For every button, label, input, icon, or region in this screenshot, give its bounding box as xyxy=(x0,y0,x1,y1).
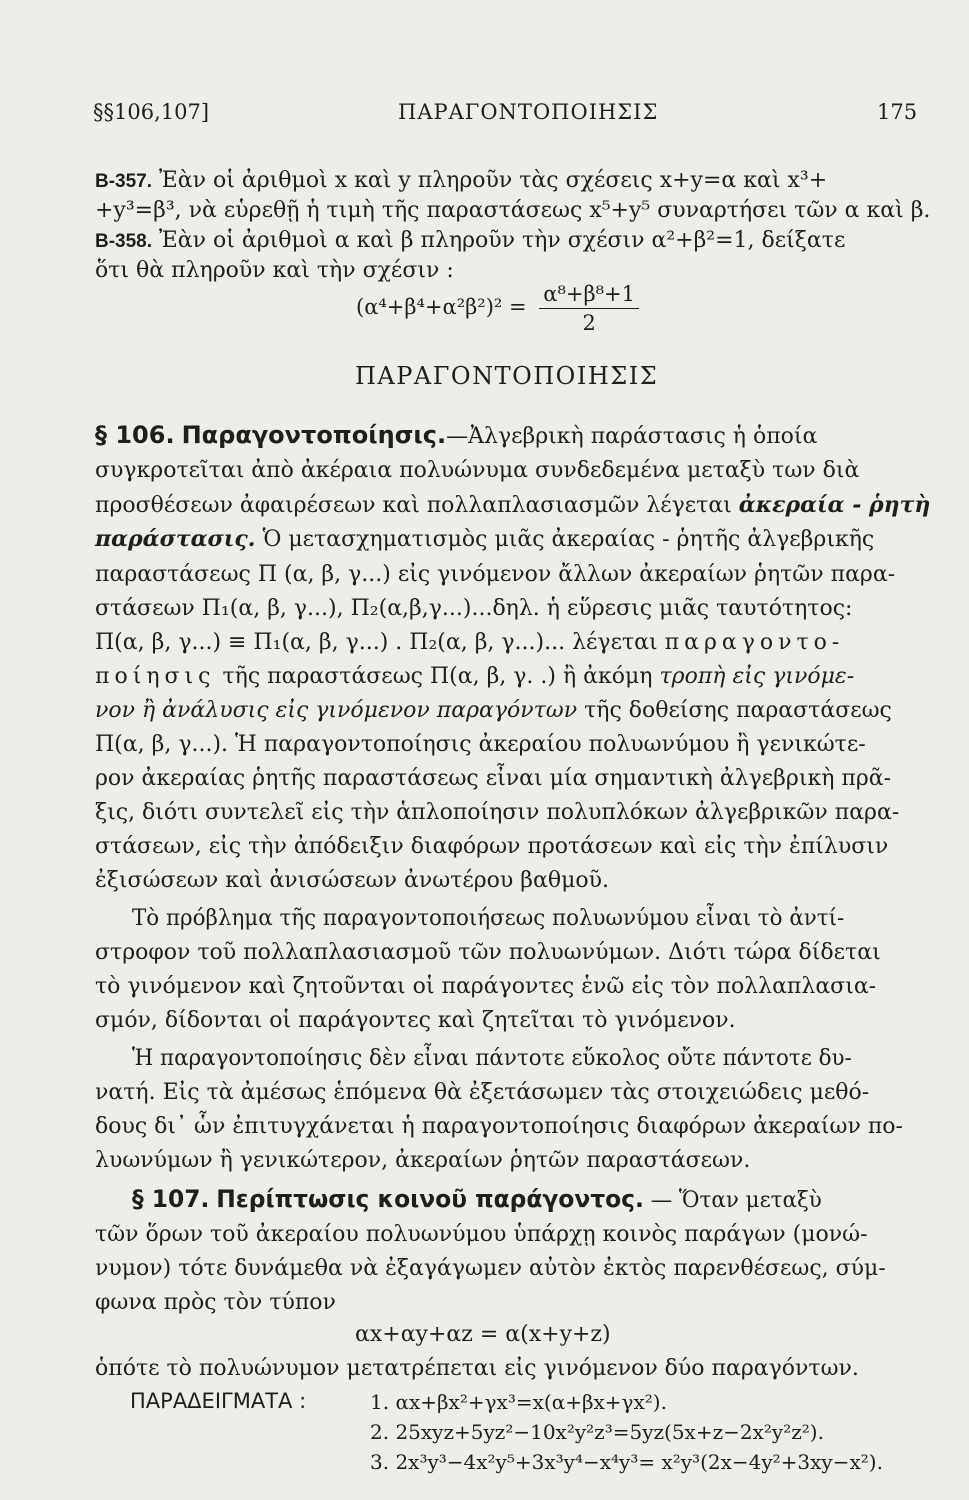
s106-line: λυωνύμων ἢ γενικώτερον, ἀκεραίων ῥητῶν παραστάσεων. xyxy=(95,1148,751,1173)
s107-line: τῶν ὅρων τοῦ ἀκεραίου πολυωνύμου ὑπάρχῃ κοινὸς παράγων (μονώ- xyxy=(95,1222,868,1247)
exercise-id: B-358. xyxy=(95,231,153,252)
s106-heading-line xyxy=(95,420,915,452)
s106-term-factorization-end: ποίησις xyxy=(95,664,216,689)
formula-fraction xyxy=(539,282,639,335)
s106-text: Ὁ μετασχηματισμὸς μιᾶς ἀκεραίας - ῥητῆς ἀλγεβρικῆς xyxy=(255,527,875,552)
s106-line xyxy=(95,662,915,692)
s106-line: στάσεων Π₁(α, β, γ...), Π₂(α,β,γ...)...δηλ. ἡ εὕρεσις μιᾶς ταυτότητος: xyxy=(95,596,853,621)
example-item: 1. αx+βx²+γx³=x(α+βx+γx²). xyxy=(370,1390,667,1414)
s106-term-factorization: παραγοντο- xyxy=(664,630,845,655)
s106-heading: Παραγοντοποίησις. xyxy=(181,421,447,449)
s106-line: στροφον τοῦ πολλαπλασιασμοῦ τῶν πολυωνύμων. Διότι τώρα δίδεται xyxy=(95,940,881,965)
s106-term-expression: παράστασις. xyxy=(95,526,256,552)
s106-paragraph-start: Ἡ παραγοντοποίησις δὲν εἶναι πάντοτε εὔκολος οὔτε πάντοτε δυ- xyxy=(132,1046,852,1071)
s106-line: ρον ἀκεραίας ῥητῆς παραστάσεως εἶναι μία σημαντικὴ ἀλγεβρικὴ πρᾶ- xyxy=(95,766,892,791)
exercise-b358-formula xyxy=(356,282,639,335)
s106-line xyxy=(95,696,915,726)
s106-text: Π(α, β, γ...) ≡ Π₁(α, β, γ...) . Π₂(α, β, γ...)... λέγεται xyxy=(95,630,658,655)
page-number: 175 xyxy=(877,100,918,124)
exercise-id: B-357. xyxy=(95,171,153,192)
s106-number: § 106. xyxy=(95,421,175,449)
s106-line xyxy=(95,628,915,658)
s107-line: ὁπότε τὸ πολυώνυμον μετατρέπεται εἰς γινόμενον δύο παραγόντων. xyxy=(95,1356,859,1381)
exercise-text: ὅτι θὰ πληροῦν καὶ τὴν σχέσιν : xyxy=(95,258,454,283)
s106-line xyxy=(95,490,931,521)
s106-line: ξις, διότι συντελεῖ εἰς τὴν ἁπλοποίησιν πολυπλόκων ἀλγεβρικῶν παρα- xyxy=(95,800,900,825)
s107-text: — Ὅταν μεταξὺ xyxy=(643,1188,822,1213)
s106-term-analysis: νον ἢ ἀνάλυσις εἰς γινόμενον παραγόντων xyxy=(95,698,578,723)
s106-text: προσθέσεων ἀφαιρέσεων καὶ πολλαπλασιασμῶν λέγεται xyxy=(95,493,732,518)
s106-line: νατή. Εἰς τὰ ἀμέσως ἑπόμενα θὰ ἐξετάσωμεν τὰς στοιχειώδεις μεθό- xyxy=(95,1080,870,1105)
s106-line: στάσεων, εἰς τὴν ἀπόδειξιν διαφόρων προτάσεων καὶ εἰς τὴν ἐπίλυσιν xyxy=(95,834,889,859)
s106-term-conversion: τροπὴ εἰς γινόμε- xyxy=(659,664,855,689)
s106-text: τῆς δοθείσης παραστάσεως xyxy=(577,698,892,723)
exercise-text: Ἐὰν οἱ ἀριθμοὶ α καὶ β πληροῦν τὴν σχέσιν α²+β²=1, δείξατε xyxy=(159,228,846,253)
exercise-b358-line1 xyxy=(95,226,915,257)
s107-heading-line xyxy=(132,1184,930,1216)
s106-line: παραστάσεως Π (α, β, γ...) εἰς γινόμενον ἄλλων ἀκεραίων ῥητῶν παρα- xyxy=(95,562,896,587)
s106-line: δους δι᾿ ὧν ἐπιτυγχάνεται ἡ παραγοντοποίησις διαφόρων ἀκεραίων πο- xyxy=(95,1114,903,1139)
example-item: 2. 25xyz+5yz²−10x²y²z³=5yz(5x+z−2x²y²z²). xyxy=(370,1420,824,1444)
s106-line xyxy=(95,524,915,555)
s106-line: συγκροτεῖται ἀπὸ ἀκέραια πολυώνυμα συνδεδεμένα μεταξὺ των διὰ xyxy=(95,458,860,483)
exercise-text: +y³=β³, νὰ εὑρεθῇ ἡ τιμὴ τῆς παραστάσεως x⁵+y⁵ συναρτήσει τῶν α καὶ β. xyxy=(95,198,931,223)
s107-line: φωνα πρὸς τὸν τύπον xyxy=(95,1290,336,1315)
formula-denominator: 2 xyxy=(582,311,596,335)
s106-text: τῆς παραστάσεως Π(α, β, γ. .) ἢ ἀκόμη xyxy=(215,664,660,689)
header-section-ref: §§106,107] xyxy=(93,100,210,124)
s106-term-integral-rational: ἀκεραία - ῥητὴ xyxy=(738,492,931,518)
formula-numerator: α⁸+β⁸+1 xyxy=(539,282,639,309)
header-chapter-title: ΠΑΡΑΓΟΝΤΟΠΟΙΗΣΙΣ xyxy=(398,100,659,124)
s107-number: § 107. xyxy=(132,1185,210,1213)
examples-label: ΠΑΡΑΔΕΙΓΜΑΤΑ : xyxy=(130,1389,307,1413)
section-title: ΠΑΡΑΓΟΝΤΟΠΟΙΗΣΙΣ xyxy=(355,362,659,390)
s106-line: τὸ γινόμενον καὶ ζητοῦνται οἱ παράγοντες ἑνῶ εἰς τὸν πολλαπλασια- xyxy=(95,974,877,999)
s107-heading: Περίπτωσις κοινοῦ παράγοντος. xyxy=(216,1185,644,1213)
formula-left: (α⁴+β⁴+α²β²)² = xyxy=(356,295,527,319)
s107-line: νυμον) τότε δυνάμεθα νὰ ἐξαγάγωμεν αὐτὸν ἐκτὸς παρενθέσεως, σύμ- xyxy=(95,1256,886,1281)
example-item: 3. 2x³y³−4x²y⁵+3x³y⁴−x⁴y³= x²y³(2x−4y²+3xy−x²). xyxy=(370,1450,883,1474)
exercise-text: Ἐὰν οἱ ἀριθμοὶ x καὶ y πληροῦν τὰς σχέσεις x+y=α καὶ x³+ xyxy=(159,168,828,193)
s106-line: Π(α, β, γ...). Ἡ παραγοντοποίησις ἀκεραίου πολυωνύμου ἢ γενικώτε- xyxy=(95,732,866,757)
exercise-b357-line1 xyxy=(95,166,915,197)
s106-paragraph-start: Τὸ πρόβλημα τῆς παραγοντοποιήσεως πολυωνύμου εἶναι τὸ ἀντί- xyxy=(132,906,845,931)
s106-text: —Ἀλγεβρικὴ παράστασις ἡ ὁποία xyxy=(446,424,818,449)
s106-line: ἐξισώσεων καὶ ἀνισώσεων ἀνωτέρου βαθμοῦ. xyxy=(95,868,610,893)
s106-line: σμόν, δίδονται οἱ παράγοντες καὶ ζητεῖται τὸ γινόμενον. xyxy=(95,1008,736,1033)
exercise-b357-line2 xyxy=(95,196,931,226)
s107-formula: αx+αy+αz = α(x+y+z) xyxy=(355,1322,611,1347)
